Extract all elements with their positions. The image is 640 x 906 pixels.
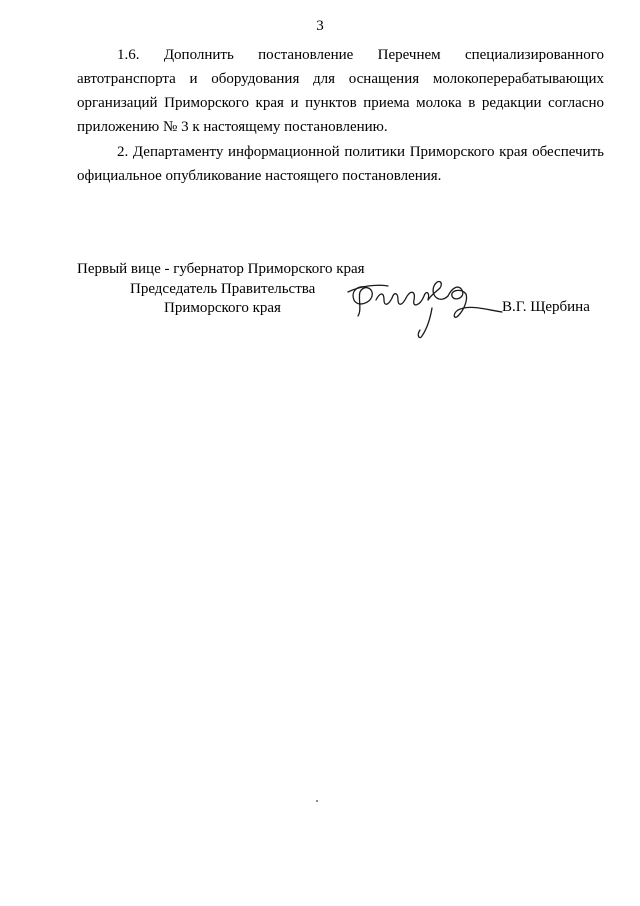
page-number: 3 xyxy=(316,18,324,34)
signatory-name: В.Г. Щербина xyxy=(502,299,590,315)
paragraph-1-6: 1.6. Дополнить постановление Перечнем специализированного автотранспорта и оборудования для оснащения молокоперерабатывающих организаций Приморского края и пунктов приема молока в редакции согласно приложению № 3 к настоящему постановлению. xyxy=(77,47,604,135)
signatory-title-line-1: Первый вице - губернатор Приморского края xyxy=(77,261,365,277)
paragraph-2: 2. Департаменту информационной политики Приморского края обеспечить официальное опубликование настоящего постановления. xyxy=(77,144,604,184)
signatory-title-line-3: Приморского края xyxy=(164,300,281,316)
signatory-title-line-2: Председатель Правительства xyxy=(130,281,316,297)
scan-artifact-dot xyxy=(316,800,318,802)
document-body xyxy=(77,43,604,189)
handwritten-signature xyxy=(340,270,505,345)
